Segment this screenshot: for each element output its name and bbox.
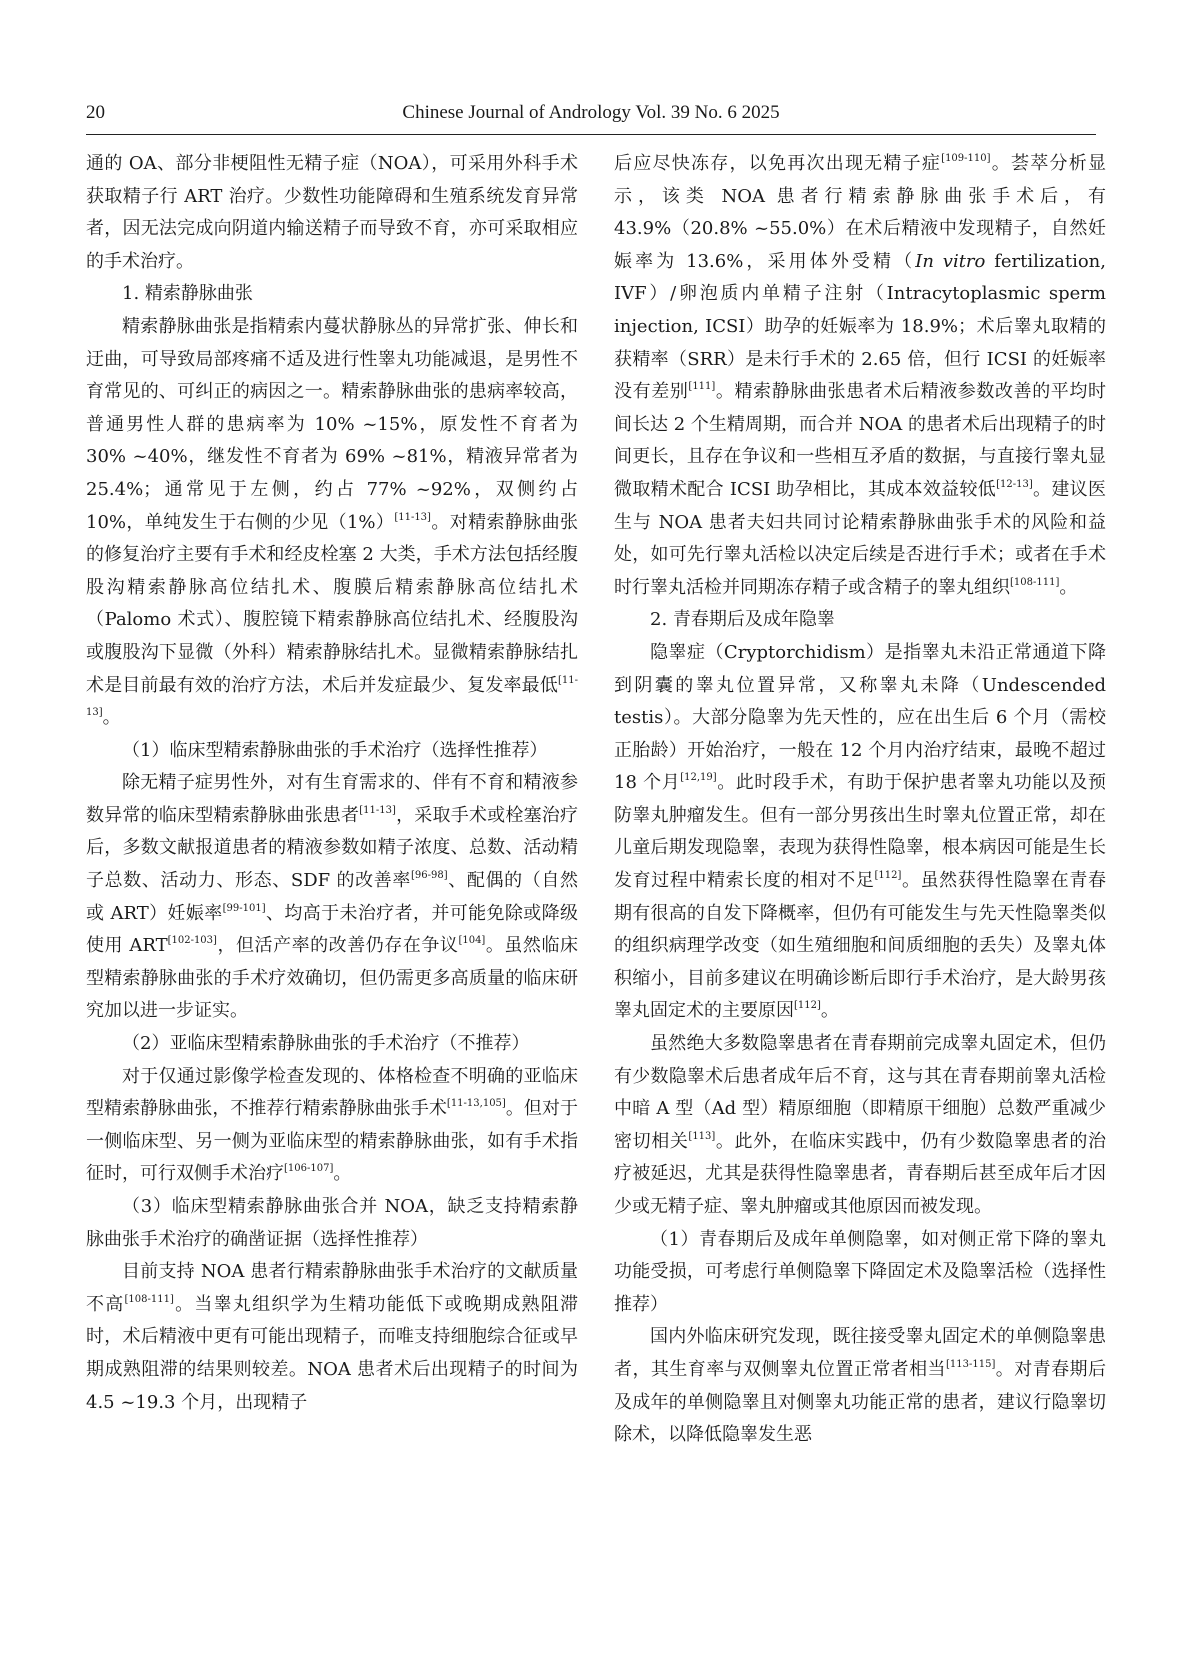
citation: [99-101] — [222, 902, 266, 914]
subsection-heading-unilateral: （1）青春期后及成年单侧隐睾，如对侧正常下降的睾丸功能受损，可考虑行单侧隐睾下降固定术及隐睾活检（选择性推荐） — [614, 1228, 1106, 1315]
subsection-heading-noa: （3）临床型精索静脉曲张合并 NOA，缺乏支持精索静脉曲张手术治疗的确凿证据（选择性推荐） — [86, 1196, 578, 1250]
paragraph: 隐睾症（Cryptorchidism）是指睾丸未沿正常通道下降到阴囊的睾丸位置异常，又称睾丸未降（Undescended testis）。大部分隐睾为先天性的，应在出生后 6 个月（需校正胎龄）开始治疗，一般在 12 个月内治疗结束，最晚不超过 18 个月[12,19]。此时段手术，有助于保护患者睾丸功能以及预防睾丸肿瘤发生。但有一部分男孩出生时睾丸位置正常，却在儿童后期发现隐睾，表现为获得性隐睾，根本病因可能是生长发育过程中精索长度的相对不足[112]。虽然获得性隐睾在青春期有很高的自发下降概率，但仍有可能发生与先天性隐睾类似的组织病理学改变（如生殖细胞和间质细胞的丢失）及睾丸体积缩小，目前多建议在明确诊断后即行手术治疗，是大龄男孩睾丸固定术的主要原因[112]。 — [614, 641, 1107, 1022]
citation: [112] — [874, 870, 902, 882]
paragraph: 目前支持 NOA 患者行精索静脉曲张手术治疗的文献质量不高[108-111]。当睾丸组织学为生精功能低下或晚期成熟阻滞时，术后精液中更有可能出现精子，而唯支持细胞综合征或早期成熟阻滞的结果则较差。NOA 患者术后出现精子的时间为 4.5 ~19.3 个月，出现精子 — [86, 1261, 579, 1413]
paragraph: 国内外临床研究发现，既往接受睾丸固定术的单侧隐睾患者，其生育率与双侧睾丸位置正常者相当[113-115]。对青春期后及成年的单侧隐睾且对侧睾丸功能正常的患者，建议行隐睾切除术，以降低隐睾发生恶 — [614, 1326, 1107, 1446]
citation: [111] — [688, 381, 716, 393]
paragraph: 虽然绝大多数隐睾患者在青春期前完成睾丸固定术，但仍有少数隐睾术后患者成年后不育，这与其在青春期前睾丸活检中暗 A 型（Ad 型）精原细胞（即精原干细胞）总数严重减少密切相关[113]。此外，在临床实践中，仍有少数隐睾患者的治疗被延迟，尤其是获得性隐睾患者，青春期后甚至成年后才因少或无精子症、睾丸肿瘤或其他原因而被发现。 — [614, 1033, 1107, 1217]
citation: [109-110] — [941, 153, 991, 164]
citation: [12-13] — [996, 478, 1033, 490]
citation: [112] — [794, 1000, 821, 1012]
subsection-heading-clinical: （1）临床型精索静脉曲张的手术治疗（选择性推荐） — [122, 739, 548, 761]
citation: [11-13] — [394, 511, 431, 523]
citation: [108-111] — [124, 1293, 174, 1305]
citation: [11-13,105] — [446, 1098, 506, 1110]
right-column — [614, 148, 1106, 1452]
citation: [113] — [688, 1130, 716, 1142]
citation: [106-107] — [284, 1163, 334, 1175]
citation: [104] — [458, 935, 486, 947]
paragraph: 精索静脉曲张是指精索内蔓状静脉丛的异常扩张、伸长和迂曲，可导致局部疼痛不适及进行性睾丸功能减退，是男性不育常见的、可纠正的病因之一。精索静脉曲张的患病率较高，普通男性人群的患病率为 10% ~15%，原发性不育者为 30% ~40%，继发性不育者为 69% ~81%，精液异常者为 25.4%；通常见于左侧，约占 77% ~92%，双侧约占 10%，单纯发生于右侧的少见（1%）[11-13]。对精索静脉曲张的修复治疗主要有手术和经皮栓塞 2 大类，手术方法包括经腹股沟精索静脉高位结扎术、腹膜后精索静脉高位结扎术（Palomo 术式）、腹腔镜下精索静脉高位结扎术、经腹股沟或腹股沟下显微（外科）精索静脉结扎术。显微精索静脉结扎术是目前最有效的治疗方法，术后并发症最少、复发率最低[11-13]。 — [86, 315, 579, 729]
subsection-heading-subclinical: （2）亚临床型精索静脉曲张的手术治疗（不推荐） — [122, 1033, 530, 1055]
citation: [11-13] — [359, 804, 396, 816]
citation: [11-13] — [86, 674, 578, 719]
left-column — [86, 148, 578, 1419]
citation: [96-98] — [410, 870, 448, 882]
citation: [102-103] — [167, 935, 217, 947]
citation: [12,19] — [680, 772, 717, 784]
paragraph: 除无精子症男性外，对有生育需求的、伴有不育和精液参数异常的临床型精索静脉曲张患者[11-13]，采取手术或栓塞治疗后，多数文献报道患者的精液参数如精子浓度、总数、活动精子总数、活动力、形态、SDF 的改善率[96-98]、配偶的（自然或 ART）妊娠率[99-101]、均高于未治疗者，并可能免除或降级使用 ART[102-103]，但活产率的改善仍存在争议[104]。虽然临床型精索静脉曲张的手术疗效确切，但仍需更多高质量的临床研究加以进一步证实。 — [86, 772, 579, 1022]
citation: [108-111] — [1010, 576, 1060, 588]
page-number: 20 — [86, 102, 105, 123]
italic-term: In vitro — [915, 250, 986, 272]
paragraph: 后应尽快冻存，以免再次出现无精子症[109-110]。荟萃分析显示，该类 NOA 患者行精索静脉曲张手术后，有 43.9%（20.8% ~55.0%）在术后精液中发现精子，自然妊娠率为 13.6%，采用体外受精（In vitro fertilization, IVF）/卵泡质内单精子注射（Intracytoplasmic sperm injection, ICSI）助孕的妊娠率为 18.9%；术后睾丸取精的获精率（SRR）是未行手术的 2.65 倍，但行 ICSI 的妊娠率没有差别[111]。精索静脉曲张患者术后精液参数改善的平均时间长达 2 个生精周期，而合并 NOA 的患者术后出现精子的时间更长，且存在争议和一些相互矛盾的数据，与直接行睾丸显微取精术配合 ICSI 助孕相比，其成本效益较低[12-13]。建议医生与 NOA 患者夫妇共同讨论精索静脉曲张手术的风险和益处，如可先行睾丸活检以决定后续是否进行手术；或者在手术时行睾丸活检并同期冻存精子或含精子的睾丸组织[108-111]。 — [614, 153, 1107, 598]
running-header — [86, 96, 1096, 135]
journal-title: Chinese Journal of Andrology Vol. 39 No. 6 2025 — [402, 102, 780, 123]
section-heading-varicocele: 1. 精索静脉曲张 — [122, 283, 253, 305]
citation: [113-115] — [945, 1358, 996, 1370]
paragraph: 通的 OA、部分非梗阻性无精子症（NOA），可采用外科手术获取精子行 ART 治疗。少数性功能障碍和生殖系统发育异常者，因无法完成向阴道内输送精子而导致不育，亦可采取相应的手术治疗。 — [86, 153, 578, 272]
section-heading-cryptorchidism: 2. 青春期后及成年隐睾 — [650, 609, 835, 631]
paragraph: 对于仅通过影像学检查发现的、体格检查不明确的亚临床型精索静脉曲张，不推荐行精索静脉曲张手术[11-13,105]。但对于一侧临床型、另一侧为亚临床型的精索静脉曲张，如有手术指征时，可行双侧手术治疗[106-107]。 — [86, 1065, 579, 1185]
